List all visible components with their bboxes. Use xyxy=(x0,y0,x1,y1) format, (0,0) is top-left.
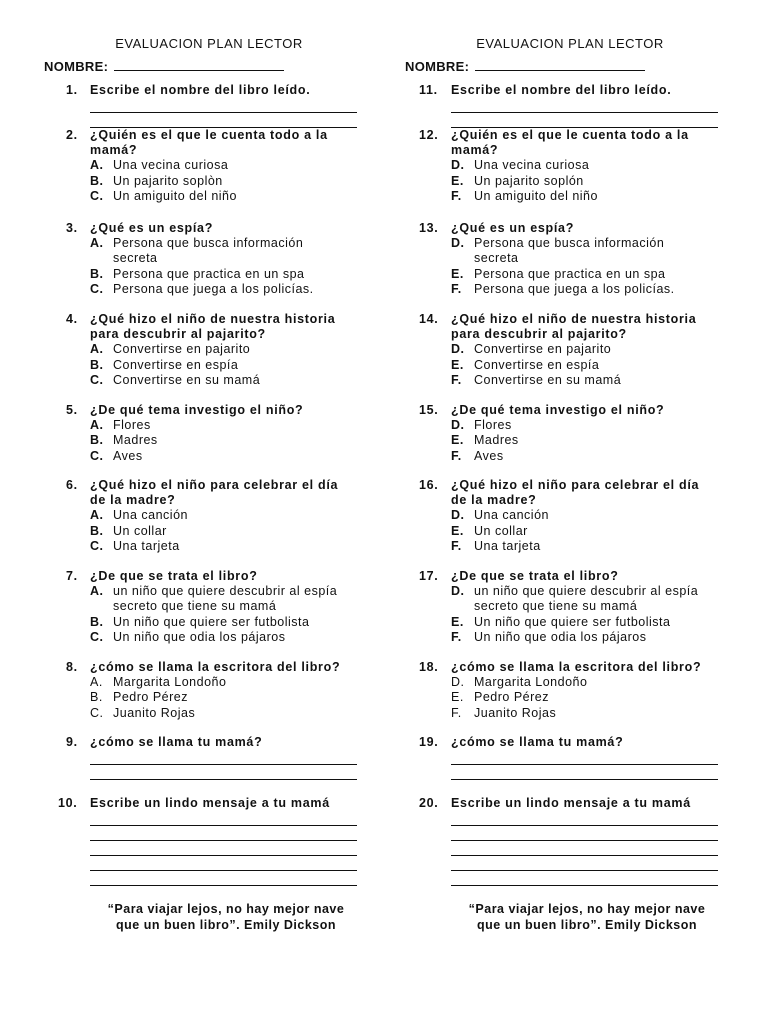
answer-blank-line[interactable] xyxy=(90,811,357,826)
option-text-line: Una canción xyxy=(113,508,188,523)
answer-option[interactable] xyxy=(405,433,735,448)
question-number: 18. xyxy=(419,660,439,674)
question-number: 5. xyxy=(66,403,78,417)
name-label: NOMBRE: xyxy=(44,59,109,74)
option-text-line: Persona que busca información xyxy=(474,236,665,251)
option-letter: F. xyxy=(451,448,462,463)
option-text-line: Persona que busca información xyxy=(113,236,304,251)
question-item xyxy=(405,660,735,721)
option-text-line: Convertirse en espía xyxy=(474,357,600,372)
question-text-line: para descubrir al pajarito? xyxy=(451,327,627,342)
answer-option[interactable] xyxy=(44,584,374,614)
answer-blank-line[interactable] xyxy=(451,811,718,826)
question-text xyxy=(44,83,374,98)
question-number: 1. xyxy=(66,83,78,97)
option-text-line: Persona que juega a los policías. xyxy=(474,281,675,296)
option-letter: A. xyxy=(90,236,104,251)
option-letter: A. xyxy=(90,584,104,599)
question-text-line: ¿Qué es un espía? xyxy=(90,221,214,235)
question-text xyxy=(44,796,374,811)
question-text-line: ¿Quién es el que le cuenta todo a la xyxy=(451,128,689,142)
question-item xyxy=(44,221,374,297)
question-number: 9. xyxy=(66,735,78,749)
option-text-line: Margarita Londoño xyxy=(113,675,227,690)
question-text xyxy=(44,128,374,158)
answer-option[interactable] xyxy=(44,706,374,721)
question-text xyxy=(405,660,735,675)
answer-option[interactable] xyxy=(405,282,735,297)
question-text xyxy=(44,478,374,508)
answer-option[interactable] xyxy=(405,174,735,189)
question-number: 12. xyxy=(419,128,439,142)
question-text-line: Escribe un lindo mensaje a tu mamá xyxy=(90,796,330,810)
option-letter: D. xyxy=(451,158,465,173)
answer-blank-line[interactable] xyxy=(90,826,357,841)
question-text-line: ¿cómo se llama la escritora del libro? xyxy=(451,660,702,674)
question-text-line: de la madre? xyxy=(451,493,537,508)
question-text xyxy=(405,83,735,98)
question-text-line: Escribe el nombre del libro leído. xyxy=(90,83,311,97)
question-number: 14. xyxy=(419,312,439,326)
question-item xyxy=(44,312,374,388)
answer-option[interactable] xyxy=(405,358,735,373)
question-item xyxy=(405,796,735,886)
answer-blank-line[interactable] xyxy=(90,750,357,765)
quote-line: que un buen libro”. Emily Dickson xyxy=(477,917,697,932)
option-text-line: Un niño que quiere ser futbolista xyxy=(474,614,671,629)
question-text-line: ¿Qué hizo el niño para celebrar el día xyxy=(90,478,339,492)
option-letter: B. xyxy=(90,690,103,705)
option-text-line: secreta xyxy=(113,251,158,266)
closing-quote xyxy=(451,902,723,933)
option-text-line: un niño que quiere descubrir al espía xyxy=(113,584,338,599)
question-number: 8. xyxy=(66,660,78,674)
answer-option[interactable] xyxy=(44,418,374,433)
answer-option[interactable] xyxy=(405,236,735,266)
question-text xyxy=(405,312,735,342)
closing-quote xyxy=(90,902,362,933)
question-item xyxy=(44,403,374,464)
option-text-line: Un amiguito del niño xyxy=(113,188,237,203)
answer-option[interactable] xyxy=(44,236,374,266)
option-letter: B. xyxy=(90,357,104,372)
option-text-line: Un collar xyxy=(113,523,167,538)
option-text-line: Un amiguito del niño xyxy=(474,188,598,203)
question-text-line: ¿Qué hizo el niño para celebrar el día xyxy=(451,478,700,492)
option-letter: F. xyxy=(451,372,462,387)
question-text-line: Escribe el nombre del libro leído. xyxy=(451,83,672,97)
question-text xyxy=(405,796,735,811)
question-number: 6. xyxy=(66,478,78,492)
option-text-line: Persona que practica en un spa xyxy=(113,266,305,281)
answer-option[interactable] xyxy=(44,158,374,173)
option-text-line: Un niño que quiere ser futbolista xyxy=(113,614,310,629)
answer-option[interactable] xyxy=(405,449,735,464)
option-text-line: Juanito Rojas xyxy=(474,705,557,720)
option-letter: C. xyxy=(90,448,104,463)
answer-option[interactable] xyxy=(44,539,374,554)
question-text xyxy=(44,569,374,584)
answer-blank-line[interactable] xyxy=(451,826,718,841)
option-letter: E. xyxy=(451,266,464,281)
option-letter: D. xyxy=(451,342,465,357)
option-letter: A. xyxy=(90,418,104,433)
answer-blank-line[interactable] xyxy=(451,750,718,765)
option-text-line: Juanito Rojas xyxy=(113,705,196,720)
option-text-line: Madres xyxy=(113,433,158,448)
question-number: 13. xyxy=(419,221,439,235)
option-text-line: secreto que tiene su mamá xyxy=(474,599,638,614)
option-text-line: Convertirse en su mamá xyxy=(474,372,622,387)
answer-option[interactable] xyxy=(44,433,374,448)
answer-option[interactable] xyxy=(44,524,374,539)
question-text xyxy=(44,312,374,342)
question-text xyxy=(405,403,735,418)
option-text-line: Margarita Londoño xyxy=(474,675,588,690)
answer-blank-line[interactable] xyxy=(451,765,718,780)
question-number: 3. xyxy=(66,221,78,235)
option-text-line: Convertirse en espía xyxy=(113,357,239,372)
answer-blank-line[interactable] xyxy=(90,856,357,871)
option-letter: F. xyxy=(451,538,462,553)
answer-option[interactable] xyxy=(405,342,735,357)
answer-blank-line[interactable] xyxy=(90,113,357,128)
sheet-title: EVALUACION PLAN LECTOR xyxy=(115,36,303,51)
option-letter: F. xyxy=(451,629,462,644)
option-letter: D. xyxy=(451,418,465,433)
question-text xyxy=(44,735,374,750)
answer-option[interactable] xyxy=(405,584,735,614)
question-text-line: para descubrir al pajarito? xyxy=(90,327,266,342)
option-text-line: Un niño que odia los pájaros xyxy=(113,629,286,644)
option-letter: F. xyxy=(451,188,462,203)
question-text-line: Escribe un lindo mensaje a tu mamá xyxy=(451,796,691,810)
question-item xyxy=(405,83,735,128)
question-text-line: ¿cómo se llama tu mamá? xyxy=(451,735,624,749)
question-number: 4. xyxy=(66,312,78,326)
question-text xyxy=(405,221,735,236)
answer-option[interactable] xyxy=(405,267,735,282)
option-text-line: Madres xyxy=(474,433,519,448)
option-text-line: Aves xyxy=(113,448,143,463)
question-text-line: ¿De qué tema investigo el niño? xyxy=(451,403,665,417)
question-text-line: mamá? xyxy=(451,143,499,158)
option-text-line: Convertirse en pajarito xyxy=(113,342,251,357)
answer-option[interactable] xyxy=(405,508,735,523)
answer-option[interactable] xyxy=(405,706,735,721)
option-text-line: Un collar xyxy=(474,523,528,538)
option-letter: B. xyxy=(90,614,104,629)
answer-option[interactable] xyxy=(44,690,374,705)
answer-blank-line[interactable] xyxy=(90,871,357,886)
question-number: 19. xyxy=(419,735,439,749)
answer-option[interactable] xyxy=(44,449,374,464)
sheet-title: EVALUACION PLAN LECTOR xyxy=(476,36,664,51)
option-letter: B. xyxy=(90,433,104,448)
question-item xyxy=(44,796,374,886)
answer-option[interactable] xyxy=(405,189,735,204)
option-letter: D. xyxy=(451,675,465,690)
option-text-line: Convertirse en su mamá xyxy=(113,372,261,387)
option-text-line: Una canción xyxy=(474,508,549,523)
answer-option[interactable] xyxy=(44,615,374,630)
option-text-line: Un pajarito soplón xyxy=(474,173,584,188)
option-text-line: Flores xyxy=(474,418,512,433)
question-text xyxy=(44,660,374,675)
question-text-line: ¿Qué hizo el niño de nuestra historia xyxy=(90,312,336,326)
answer-option[interactable] xyxy=(405,675,735,690)
option-letter: D. xyxy=(451,508,465,523)
question-number: 2. xyxy=(66,128,78,142)
answer-option[interactable] xyxy=(44,189,374,204)
option-letter: E. xyxy=(451,523,464,538)
answer-option[interactable] xyxy=(405,630,735,645)
question-item xyxy=(44,660,374,721)
option-letter: C. xyxy=(90,281,104,296)
option-text-line: Una vecina curiosa xyxy=(113,158,229,173)
name-label: NOMBRE: xyxy=(405,59,470,74)
option-letter: B. xyxy=(90,523,104,538)
option-text-line: Pedro Pérez xyxy=(113,690,188,705)
option-letter: D. xyxy=(451,584,465,599)
question-text xyxy=(405,735,735,750)
option-text-line: Convertirse en pajarito xyxy=(474,342,612,357)
question-text-line: ¿Quién es el que le cuenta todo a la xyxy=(90,128,328,142)
option-letter: A. xyxy=(90,508,104,523)
answer-option[interactable] xyxy=(44,373,374,388)
question-text-line: ¿Qué es un espía? xyxy=(451,221,575,235)
option-letter: D. xyxy=(451,236,465,251)
answer-option[interactable] xyxy=(44,342,374,357)
question-text-line: ¿cómo se llama tu mamá? xyxy=(90,735,263,749)
question-text xyxy=(405,569,735,584)
option-letter: E. xyxy=(451,614,464,629)
option-letter: A. xyxy=(90,342,104,357)
question-text xyxy=(44,221,374,236)
option-letter: F. xyxy=(451,705,462,720)
option-text-line: Un niño que odia los pájaros xyxy=(474,629,647,644)
question-text-line: ¿cómo se llama la escritora del libro? xyxy=(90,660,341,674)
question-number: 11. xyxy=(419,83,438,97)
option-letter: E. xyxy=(451,433,464,448)
question-number: 20. xyxy=(419,796,439,810)
answer-blank-line[interactable] xyxy=(90,98,357,113)
option-text-line: Persona que practica en un spa xyxy=(474,266,666,281)
option-letter: C. xyxy=(90,629,104,644)
answer-option[interactable] xyxy=(44,675,374,690)
option-letter: F. xyxy=(451,281,462,296)
quote-line: “Para viajar lejos, no hay mejor nave xyxy=(107,902,345,916)
option-text-line: Una tarjeta xyxy=(474,538,541,553)
question-item xyxy=(44,128,374,204)
question-item xyxy=(44,569,374,645)
option-text-line: Un pajarito soplòn xyxy=(113,173,223,188)
option-text-line: Flores xyxy=(113,418,151,433)
option-letter: A. xyxy=(90,158,104,173)
option-letter: E. xyxy=(451,357,464,372)
answer-option[interactable] xyxy=(44,630,374,645)
option-text-line: un niño que quiere descubrir al espía xyxy=(474,584,699,599)
answer-blank-line[interactable] xyxy=(451,856,718,871)
answer-option[interactable] xyxy=(44,358,374,373)
quote-line: que un buen libro”. Emily Dickson xyxy=(116,917,336,932)
question-number: 15. xyxy=(419,403,439,417)
name-blank-line[interactable] xyxy=(114,59,284,71)
question-item xyxy=(405,312,735,388)
quote-line: “Para viajar lejos, no hay mejor nave xyxy=(468,902,706,916)
question-item xyxy=(44,83,374,128)
answer-option[interactable] xyxy=(405,158,735,173)
option-letter: E. xyxy=(451,690,464,705)
question-item xyxy=(405,221,735,297)
answer-option[interactable] xyxy=(405,539,735,554)
name-blank-line[interactable] xyxy=(475,59,645,71)
question-text xyxy=(44,403,374,418)
answer-blank-line[interactable] xyxy=(451,871,718,886)
answer-option[interactable] xyxy=(44,282,374,297)
question-text xyxy=(405,128,735,158)
question-item xyxy=(405,569,735,645)
option-letter: C. xyxy=(90,188,104,203)
option-text-line: Una vecina curiosa xyxy=(474,158,590,173)
question-number: 17. xyxy=(419,569,439,583)
question-text-line: de la madre? xyxy=(90,493,176,508)
option-letter: A. xyxy=(90,675,103,690)
option-text-line: Persona que juega a los policías. xyxy=(113,281,314,296)
answer-option[interactable] xyxy=(405,418,735,433)
option-text-line: secreto que tiene su mamá xyxy=(113,599,277,614)
question-item xyxy=(405,478,735,554)
answer-blank-line[interactable] xyxy=(451,113,718,128)
answer-option[interactable] xyxy=(405,373,735,388)
question-text xyxy=(405,478,735,508)
option-text-line: Pedro Pérez xyxy=(474,690,549,705)
answer-blank-line[interactable] xyxy=(451,841,718,856)
answer-option[interactable] xyxy=(405,615,735,630)
question-item xyxy=(405,735,735,780)
option-letter: C. xyxy=(90,705,104,720)
name-field xyxy=(44,59,284,74)
option-letter: C. xyxy=(90,538,104,553)
question-number: 16. xyxy=(419,478,439,492)
name-field xyxy=(405,59,645,74)
question-item xyxy=(405,403,735,464)
question-text-line: ¿Qué hizo el niño de nuestra historia xyxy=(451,312,697,326)
answer-option[interactable] xyxy=(405,524,735,539)
answer-blank-line[interactable] xyxy=(451,98,718,113)
option-text-line: secreta xyxy=(474,251,519,266)
answer-option[interactable] xyxy=(405,690,735,705)
answer-option[interactable] xyxy=(44,508,374,523)
answer-blank-line[interactable] xyxy=(90,765,357,780)
answer-option[interactable] xyxy=(44,267,374,282)
option-text-line: Una tarjeta xyxy=(113,538,180,553)
question-text-line: ¿De que se trata el libro? xyxy=(451,569,619,583)
option-text-line: Aves xyxy=(474,448,504,463)
option-letter: B. xyxy=(90,266,104,281)
option-letter: E. xyxy=(451,173,464,188)
question-number: 7. xyxy=(66,569,78,583)
question-text-line: mamá? xyxy=(90,143,138,158)
answer-blank-line[interactable] xyxy=(90,841,357,856)
question-text-line: ¿De que se trata el libro? xyxy=(90,569,258,583)
question-number: 10. xyxy=(58,796,78,810)
question-item xyxy=(405,128,735,204)
question-item xyxy=(44,735,374,780)
option-letter: C. xyxy=(90,372,104,387)
answer-option[interactable] xyxy=(44,174,374,189)
option-letter: B. xyxy=(90,173,104,188)
question-item xyxy=(44,478,374,554)
question-text-line: ¿De qué tema investigo el niño? xyxy=(90,403,304,417)
